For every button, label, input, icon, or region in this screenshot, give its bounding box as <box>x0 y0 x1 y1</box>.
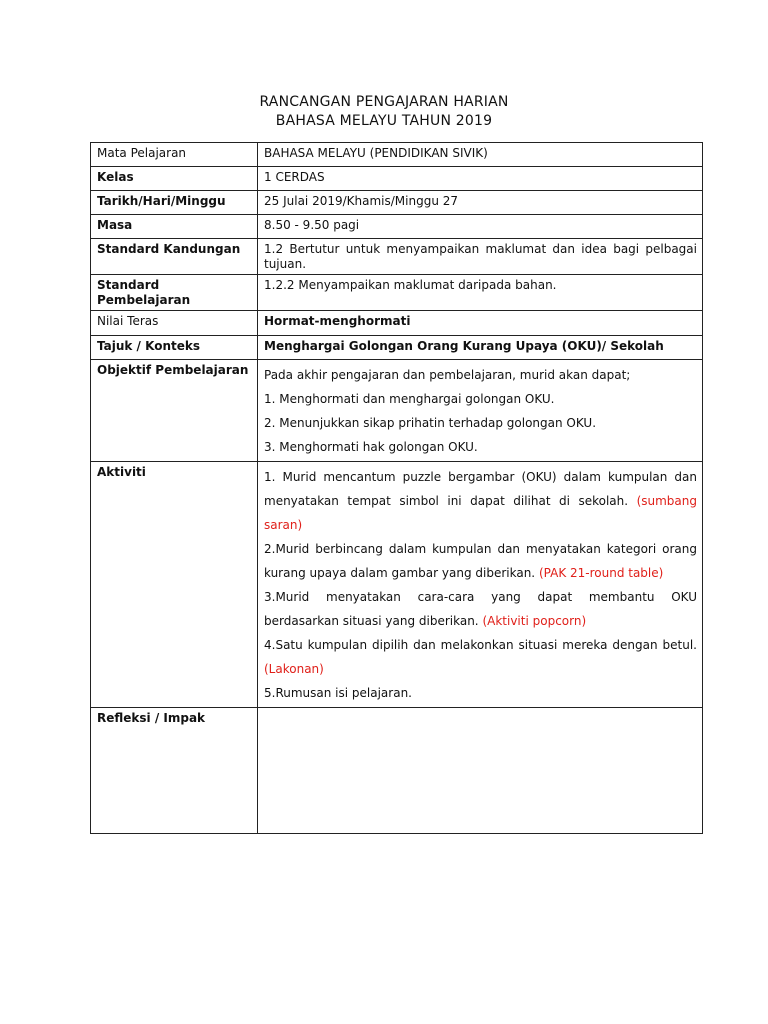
activity-text: 3.Murid menyatakan cara-cara yang dapat membantu OKU berdasarkan situasi yang diberikan. <box>264 590 697 628</box>
activity-text: 2.Murid berbincang dalam kumpulan dan menyatakan kategori orang kurang upaya dalam gambar yang diberikan. <box>264 542 697 580</box>
label-standard-kandungan: Standard Kandungan <box>91 239 258 275</box>
activity-item <box>264 537 697 585</box>
activity-item <box>264 633 697 681</box>
value-tajuk: Menghargai Golongan Orang Kurang Upaya (OKU)/ Sekolah <box>258 336 703 360</box>
row-standard-pembelajaran <box>91 275 703 311</box>
lesson-plan-table <box>90 142 703 834</box>
activity-method-note: (sumbang saran) <box>264 494 697 532</box>
label-masa: Masa <box>91 215 258 239</box>
value-refleksi <box>258 708 703 834</box>
value-standard-pembelajaran: 1.2.2 Menyampaikan maklumat daripada bahan. <box>258 275 703 311</box>
row-nilai-teras <box>91 311 703 336</box>
row-standard-kandungan <box>91 239 703 275</box>
activity-method-note: (Lakonan) <box>264 662 324 676</box>
row-aktiviti <box>91 462 703 708</box>
activity-item <box>264 681 697 705</box>
value-objektif <box>258 360 703 462</box>
activity-text: 4.Satu kumpulan dipilih dan melakonkan situasi mereka dengan betul. <box>264 638 697 652</box>
activity-text: 5.Rumusan isi pelajaran. <box>264 686 412 700</box>
row-refleksi <box>91 708 703 834</box>
activity-item <box>264 585 697 633</box>
label-kelas: Kelas <box>91 167 258 191</box>
activity-text: 1. Murid mencantum puzzle bergambar (OKU) dalam kumpulan dan menyatakan tempat simbol ini dapat dilihat di sekolah. <box>264 470 697 508</box>
row-mata-pelajaran <box>91 143 703 167</box>
objective-item: 2. Menunjukkan sikap prihatin terhadap golongan OKU. <box>264 416 597 430</box>
value-masa: 8.50 - 9.50 pagi <box>258 215 703 239</box>
value-mata-pelajaran: BAHASA MELAYU (PENDIDIKAN SIVIK) <box>258 143 703 167</box>
label-mata-pelajaran: Mata Pelajaran <box>91 143 258 167</box>
row-tarikh <box>91 191 703 215</box>
objective-item: 1. Menghormati dan menghargai golongan OKU. <box>264 392 555 406</box>
label-refleksi: Refleksi / Impak <box>91 708 258 834</box>
value-standard-kandungan: 1.2 Bertutur untuk menyampaikan maklumat dan idea bagi pelbagai tujuan. <box>258 239 703 275</box>
document-title: RANCANGAN PENGAJARAN HARIAN <box>259 94 509 110</box>
label-standard-pembelajaran: Standard Pembelajaran <box>91 275 258 311</box>
value-tarikh: 25 Julai 2019/Khamis/Minggu 27 <box>258 191 703 215</box>
activity-method-note: (Aktiviti popcorn) <box>482 614 587 628</box>
objective-item: 3. Menghormati hak golongan OKU. <box>264 440 478 454</box>
label-nilai-teras: Nilai Teras <box>91 311 258 336</box>
label-tajuk: Tajuk / Konteks <box>91 336 258 360</box>
row-objektif <box>91 360 703 462</box>
activity-method-note: (PAK 21-round table) <box>538 566 664 580</box>
value-kelas: 1 CERDAS <box>258 167 703 191</box>
label-objektif: Objektif Pembelajaran <box>91 360 258 462</box>
row-kelas <box>91 167 703 191</box>
value-aktiviti <box>258 462 703 708</box>
objective-intro: Pada akhir pengajaran dan pembelajaran, murid akan dapat; <box>264 368 631 382</box>
value-nilai-teras: Hormat-menghormati <box>258 311 703 336</box>
label-aktiviti: Aktiviti <box>91 462 258 708</box>
activity-item <box>264 465 697 537</box>
label-tarikh: Tarikh/Hari/Minggu <box>91 191 258 215</box>
row-masa <box>91 215 703 239</box>
document-subtitle: BAHASA MELAYU TAHUN 2019 <box>275 113 493 129</box>
row-tajuk <box>91 336 703 360</box>
